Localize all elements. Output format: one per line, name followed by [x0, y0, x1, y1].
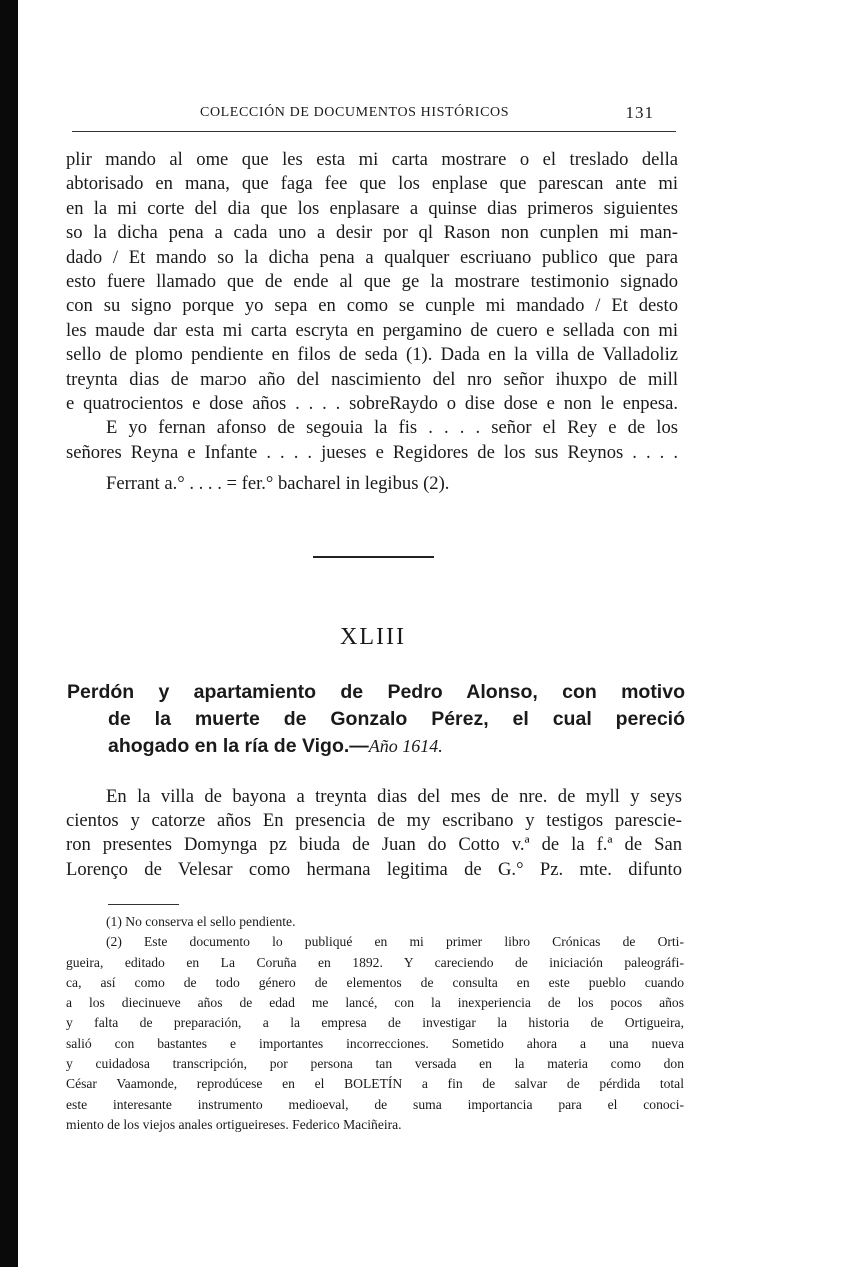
- footnote-2-line: César Vaamonde, reprodúcese en el BOLETÍN a fin de salvar de pérdida total: [66, 1076, 684, 1092]
- text-line: e quatrocientos e dose años . . . . sobreRaydo o dise dose e non le enpesa.: [66, 393, 678, 415]
- footnote-2-line: este interesante instrumento medioeval, de suma importancia para el conoci-: [66, 1096, 684, 1112]
- footnote-2-line: salió con bastantes e importantes incorrecciones. Sometido ahora a una nueva: [66, 1035, 684, 1051]
- footnote-2-line: a los diecinueve años de edad me lancé, con la inexperiencia de los pocos años: [66, 995, 684, 1011]
- title-line: Perdón y apartamiento de Pedro Alonso, con motivo: [67, 681, 685, 703]
- header-rule: [72, 131, 676, 132]
- page-number: 131: [625, 103, 654, 122]
- footnote-2-line: y cuidadosa transcripción, por persona tan versada en la materia como don: [66, 1056, 684, 1072]
- previous-document-text: [66, 148, 678, 465]
- footnotes: [66, 912, 684, 1135]
- text-line: en la mi corte del dia que los enplasare a quinse dias primeros siguientes: [66, 197, 678, 219]
- closing-line: señores Reyna e Infante . . . . jueses e Regidores de los sus Reynos . . . .: [66, 441, 678, 463]
- body-line: cientos y catorze años En presencia de my escribano y testigos parescie-: [66, 810, 682, 832]
- footnote-1: (1) No conserva el sello pendiente.: [106, 914, 296, 929]
- text-line: con su signo porque yo sepa en como se cunple mi mandado / Et desto: [66, 295, 678, 317]
- title-line-last: [67, 733, 685, 760]
- running-head: COLECCIÓN DE DOCUMENTOS HISTÓRICOS: [200, 105, 510, 120]
- footnote-2-line: y falta de preparación, a la empresa de investigar la historia de Ortigueira,: [66, 1015, 684, 1031]
- title-line: de la muerte de Gonzalo Pérez, el cual pereció: [108, 708, 685, 730]
- page-header: [72, 103, 676, 127]
- closing-line: E yo fernan afonso de segouia la fis . . . . señor el Rey e de los: [106, 417, 678, 439]
- text-line: dado / Et mando so la dicha pena a qualquer escriuano publico que para: [66, 246, 678, 268]
- text-line: abtorisado en mana, que faga fee que los enplase que parescan ante mi: [66, 173, 678, 195]
- footnote-2-line: miento de los viejos anales ortigueireses. Federico Maciñeira.: [66, 1116, 402, 1132]
- footnote-2-line: ca, así como de todo género de elementos de consulta en este pueblo cuando: [66, 974, 684, 990]
- body-line: ron presentes Domynga pz biuda de Juan do Cotto v.ª de la f.ª de San: [66, 834, 682, 856]
- document-title: [67, 679, 685, 760]
- body-line: En la villa de bayona a treynta dias del mes de nre. de myll y seys: [106, 786, 682, 807]
- text-line: les maude dar esta mi carta escryta en pergamino de cuero e sellada con mi: [66, 319, 678, 341]
- document-number: XLIII: [340, 624, 406, 650]
- document-body: [66, 785, 682, 882]
- body-line: Lorenço de Velesar como hermana legitima de G.° Pz. mte. difunto: [66, 858, 682, 880]
- text-line: sello de plomo pendiente en filos de seda (1). Dada en la villa de Valladoliz: [66, 344, 678, 366]
- footnote-2-line: (2) Este documento lo publiqué en mi primer libro Crónicas de Orti-: [106, 934, 684, 950]
- text-line: treynta dias de marɔo año del nascimiento del nro señor ihuxpo de mill: [66, 368, 678, 390]
- footnote-2-line: gueira, editado en La Coruña en 1892. Y careciendo de iniciación paleográfi-: [66, 954, 684, 970]
- text-line: plir mando al ome que les esta mi carta mostrare o el treslado della: [66, 149, 678, 170]
- footnote-rule: [108, 904, 179, 905]
- text-line: so la dicha pena a cada uno a desir por ql Rason non cunplen mi man-: [66, 222, 678, 244]
- signature-line: Ferrant a.° . . . . = fer.° bacharel in legibus (2).: [106, 473, 450, 494]
- title-year: Año 1614.: [368, 736, 443, 756]
- section-divider: [313, 556, 434, 558]
- title-line-text: ahogado en la ría de Vigo.—: [108, 735, 369, 757]
- text-line: esto fuere llamado que de ende al que ge la mostrare testimonio signado: [66, 271, 678, 293]
